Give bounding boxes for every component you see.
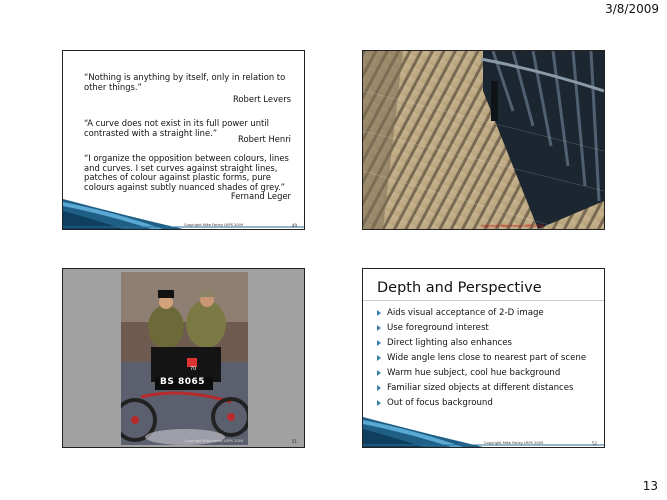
slide-car-photo[interactable] bbox=[62, 268, 305, 448]
bullet-arrow-icon bbox=[377, 370, 381, 376]
vintage-car-photo bbox=[121, 272, 248, 445]
slide-copyright: Copyright Mike Farley LRPS 2009 bbox=[184, 439, 244, 443]
slide-copyright: Copyright Mike Farley LRPS 2009 bbox=[184, 223, 244, 227]
slide-number: 51 bbox=[292, 439, 298, 444]
list-item bbox=[377, 307, 586, 322]
slide-title: Depth and Perspective bbox=[377, 280, 542, 296]
quote-3-author: Fernand Leger bbox=[230, 191, 291, 201]
bullet-text: Aids visual acceptance of 2-D image bbox=[387, 308, 544, 318]
car-license-plate: BS 8065 bbox=[160, 377, 206, 387]
list-item bbox=[377, 337, 586, 352]
bullet-text: Familiar sized objects at different distances bbox=[387, 383, 574, 393]
bridge-shadow-photo bbox=[363, 51, 604, 229]
handout-date: 3/8/2009 bbox=[605, 2, 659, 16]
slide-quotes[interactable] bbox=[62, 50, 305, 230]
bullet-arrow-icon bbox=[377, 340, 381, 346]
slide-bridge-photo[interactable] bbox=[362, 50, 605, 230]
title-divider bbox=[363, 300, 605, 301]
bullet-arrow-icon bbox=[377, 355, 381, 361]
quote-2-text: “A curve does not exist in its full power until contrasted with a straight line.” bbox=[84, 118, 269, 138]
quote-2-author: Robert Henri bbox=[238, 134, 291, 144]
bullet-text: Out of focus background bbox=[387, 398, 493, 408]
list-item bbox=[377, 382, 586, 397]
slide-number: 52 bbox=[592, 441, 598, 446]
slide-copyright: Copyright Mike Farley LRPS 2009 bbox=[481, 223, 544, 228]
slide-copyright: Copyright Mike Farley LRPS 2009 bbox=[484, 441, 544, 445]
bullet-arrow-icon bbox=[377, 385, 381, 391]
bullet-text: Wide angle lens close to nearest part of scene bbox=[387, 353, 587, 363]
bullet-text: Warm hue subject, cool hue background bbox=[387, 368, 561, 378]
bullet-arrow-icon bbox=[377, 325, 381, 331]
quote-3-text: “I organize the opposition between colours, lines and curves. I set curves against straight lines, patches of colour against plastic forms, pure colours against subtly nuanced shades of grey.” bbox=[84, 153, 289, 193]
list-item bbox=[377, 397, 586, 412]
bullet-list bbox=[377, 307, 586, 412]
list-item bbox=[377, 322, 586, 337]
handout-page-number: 13 bbox=[642, 479, 658, 493]
quote-1-text: “Nothing is anything by itself, only in relation to other things.” bbox=[84, 72, 286, 92]
car-plate-number: 70 bbox=[190, 366, 197, 372]
slide-number: 49 bbox=[292, 223, 298, 228]
bullet-text: Use foreground interest bbox=[387, 323, 489, 333]
quote-1-author: Robert Levers bbox=[232, 94, 291, 104]
bullet-arrow-icon bbox=[377, 400, 381, 406]
bullet-text: Direct lighting also enhances bbox=[387, 338, 513, 348]
bullet-arrow-icon bbox=[377, 310, 381, 316]
list-item bbox=[377, 367, 586, 382]
slide-depth-perspective[interactable] bbox=[362, 268, 605, 448]
list-item bbox=[377, 352, 586, 367]
